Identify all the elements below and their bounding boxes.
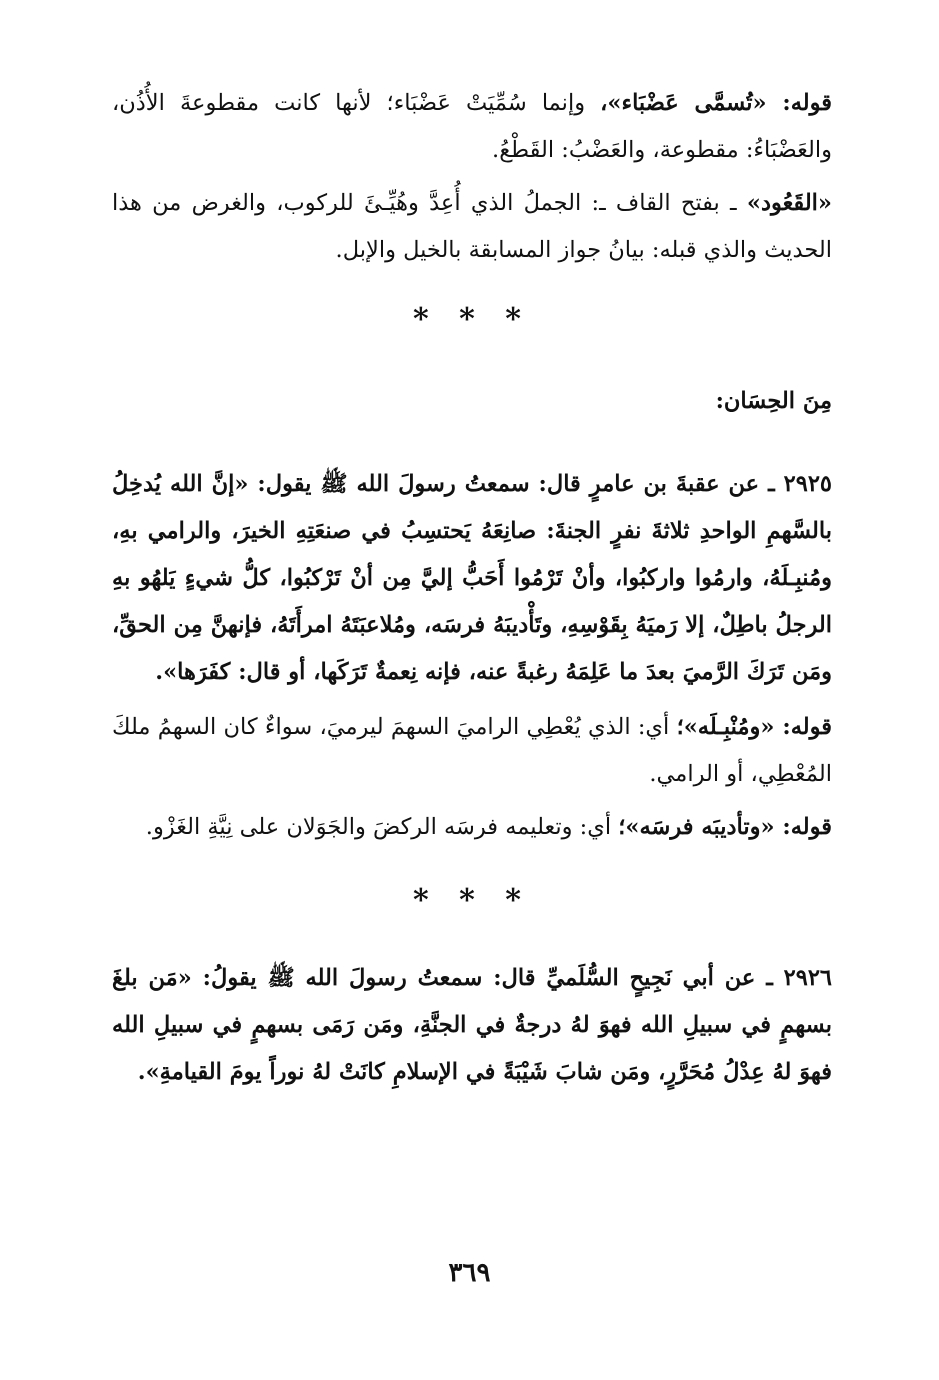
page-body [112,80,832,1104]
hadith-text: عن عقبةَ بن عامرٍ قال: سمعتُ رسولَ الله ﷺ يقول: «إنَّ الله يُدخِلُ بالسَّهمِ الواحدِ ثلاثةَ نفرٍ الجنةَ: صانِعَهُ يَحتسِبُ في صنعَتِهِ الخيرَ، والرامي بهِ، ومُنبِـلَهُ، وارمُوا واركبُوا، وأنْ تَرْمُوا أَحَبُّ إليَّ مِن أنْ تَرْكبُوا، كلُّ شيءٍ يَلهُو بهِ الرجلُ باطِلٌ، إلا رَميَهُ بِقَوْسِهِ، وتَأْديبَهُ فرسَه، ومُلاعبَتَهُ امرأَتَهُ، فإنهنَّ مِن الحقِّ، ومَن تَرَكَ الرَّميَ بعدَ ما عَلِمَهُ رغبةً عنه، فإنه نِعمةٌ تَرَكَها، أو قال: كفَرَها». [112,471,832,685]
commentary-text: أي: الذي يُعْطِي الراميَ السهمَ ليرميَ، سواءٌ كان السهمُ ملكَ المُعْطِي، أو الرامي. [112,714,832,787]
hadith-text: عن أبي نَجِيحٍ السُّلَميِّ قال: سمعتُ رسولَ الله ﷺ يقولُ: «مَن بلغَ بسهمٍ في سبيلِ الله فهوَ لهُ درجةٌ في الجنَّةِ، ومَن رَمَى بسهمٍ في سبيلِ الله فهوَ لهُ عِدْلُ مُحَرَّرٍ، ومَن شابَ شَيْبَةً في الإسلامِ كانَتْ لهُ نوراً يومَ القيامةِ». [112,965,832,1085]
commentary-lead: قوله: «تُسمَّى عَضْبَاء»، [600,90,832,116]
commentary-paragraph-adhba [112,80,832,174]
commentary-text: أي: وتعليمه فرسَه الركضَ والجَوَلان على نِيَّةِ الغَزْو. [145,814,619,840]
commentary-paragraph-tadib [112,804,832,851]
commentary-lead: قوله: «ومُنْبِـلَه»؛ [676,714,832,740]
commentary-lead: «القَعُود» [746,190,832,216]
hadith-number: ٢٩٢٥ ـ [768,471,832,497]
commentary-lead: قوله: «وتأديبَه فرسَه»؛ [618,814,832,840]
hadith-2926 [112,955,832,1096]
page-number: ٣٦٩ [448,1258,491,1288]
commentary-text: وإنما سُمِّيَتْ عَضْبَاء؛ لأنها كانت مقطوعةَ الأُذُن، والعَضْبَاءُ: مقطوعة، والعَضْبُ: القَطْعُ. [112,90,832,163]
commentary-paragraph-qaud [112,180,832,274]
hadith-number: ٢٩٢٦ ـ [766,965,832,991]
hadith-2925 [112,461,832,696]
section-separator: * * * [413,302,531,337]
section-heading: مِنَ الحِسَان: [715,388,832,414]
commentary-text: ـ بفتح القاف ـ: الجملُ الذي أُعِدَّ وهُيِّـئَ للركوب، والغرض من هذا الحديث والذي قبله: بيانُ جواز المسابقة بالخيل والإبل. [112,190,832,263]
section-separator: * * * [413,883,531,918]
commentary-paragraph-munbil [112,704,832,798]
